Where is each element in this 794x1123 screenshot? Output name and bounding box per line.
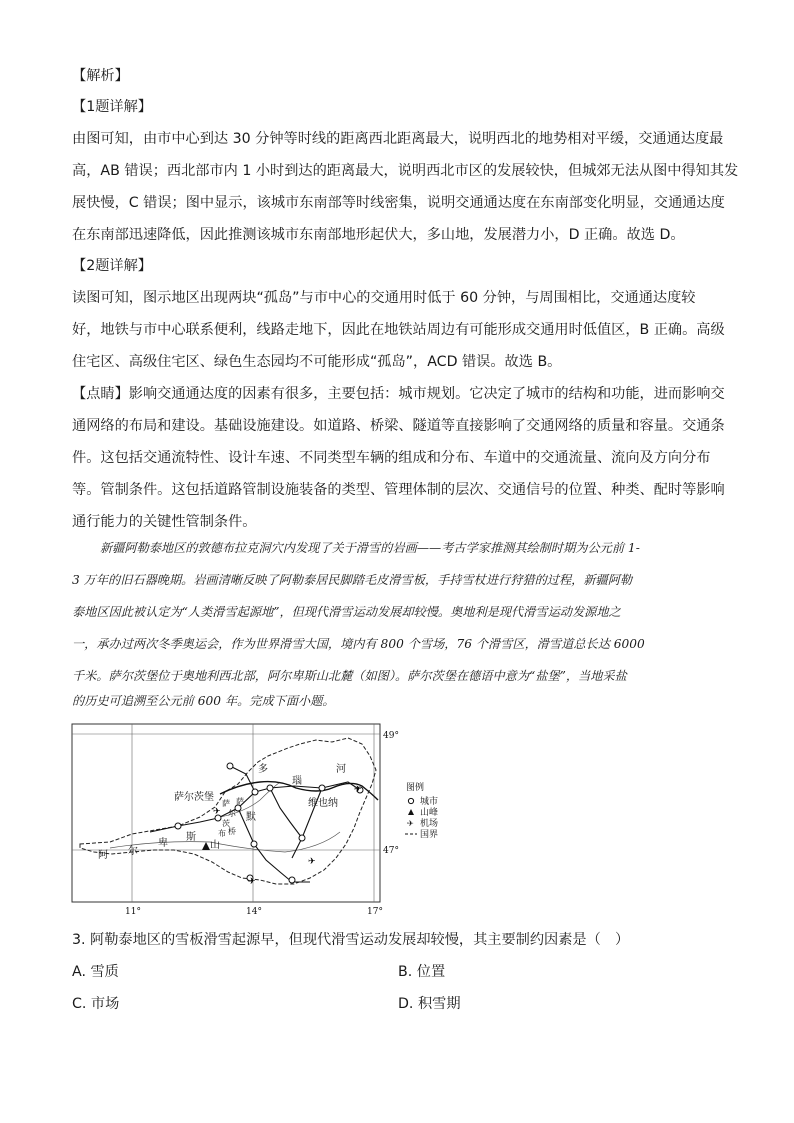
- latitude-label: 49°: [383, 731, 399, 741]
- longitude-label: 11°: [125, 907, 141, 917]
- option-b[interactable]: B. 位置: [398, 964, 446, 980]
- dianjing-line: [72, 384, 724, 404]
- legend-item: 城市: [420, 797, 439, 807]
- map-label-region: 萨: [236, 797, 244, 806]
- longitude-label: 14°: [246, 907, 262, 917]
- dianjing-line: 通行能力的关键性管制条件。: [72, 514, 257, 530]
- map-label-alps: 卑: [158, 838, 168, 849]
- map-label-alps: 尔: [128, 846, 138, 857]
- analysis-header: 【解析】: [72, 68, 129, 84]
- option-c[interactable]: C. 市场: [72, 996, 120, 1012]
- q2-detail-header: 【2题详解】: [72, 258, 152, 274]
- city-icon: [267, 785, 273, 791]
- city-icon: [299, 835, 305, 841]
- passage-line: 的历史可追溯至公元前 600 年。完成下面小题。: [72, 694, 335, 708]
- map-frame: [72, 724, 380, 902]
- transport-line: [270, 788, 302, 838]
- q1-line: 在东南部迅速降低，因此推测该城市东南部地形起伏大，多山地，发展潜力小，D 正确。故选 D。: [72, 227, 685, 243]
- dianjing-line: 通网络的布局和建设。基础设施建设。如道路、桥梁、隧道等直接影响了交通网络的质量和容量。交通条: [72, 418, 725, 434]
- map-legend: [402, 780, 482, 844]
- dianjing-line: 等。管制条件。这包括道路管制设施装备的类型、管理体制的层次、交通信号的位置、种类、配时等影响: [72, 482, 725, 498]
- austria-map: [70, 722, 415, 918]
- legend-title: 图例: [406, 783, 425, 793]
- airport-icon: ✈: [407, 819, 414, 828]
- map-label-river: 河: [336, 764, 346, 775]
- legend-item: 国界: [420, 830, 439, 840]
- map-label-alps: 阿: [98, 850, 108, 861]
- map-label-region: 尔: [228, 809, 236, 818]
- airport-icon: ✈: [354, 785, 362, 795]
- map-label-region: 默: [246, 812, 256, 823]
- latitude-label: 47°: [383, 846, 399, 856]
- passage-line: 千米。萨尔茨堡位于奥地利西北部，阿尔卑斯山北麓（如图）。萨尔茨堡在德语中意为“盐堡”，当地采盐: [72, 669, 627, 683]
- city-icon: [289, 877, 295, 883]
- passage-line: 一，承办过两次冬季奥运会，作为世界滑雪大国，境内有 800 个雪场，76 个滑雪区，滑雪道总长达 6000: [72, 637, 645, 651]
- map-label-salzburg: 萨尔茨堡: [174, 792, 214, 803]
- map-label-region: 茨: [222, 819, 230, 828]
- city-icon: [319, 785, 325, 791]
- option-a[interactable]: A. 雪质: [72, 964, 119, 980]
- city-icon: [227, 763, 233, 769]
- q1-line: 展快慢，C 错误；图中显示，该城市东南部等时线密集，说明交通通达度在东南部变化明显，交通通达度: [72, 195, 725, 211]
- map-label-alps: 山: [210, 840, 220, 851]
- map-label-region: 布: [218, 829, 226, 838]
- q1-line: 由图可知，由市中心到达 30 分钟等时线的距离西北距离最大，说明西北的地势相对平缓，交通通达度最: [72, 131, 724, 147]
- longitude-label: 17°: [367, 907, 383, 917]
- map-label-vienna: 维也纳: [308, 798, 338, 809]
- option-d[interactable]: D. 积雪期: [398, 996, 461, 1012]
- passage-line: 3 万年的旧石器晚期。岩画清晰反映了阿勒泰居民脚踏毛皮滑雪板，手持雪杖进行狩猎的过程，新疆阿勒: [72, 573, 633, 587]
- q2-line: 读图可知，图示地区出现两块“孤岛”与市中心的交通用时低于 60 分钟，与周围相比，交通通达度较: [72, 290, 696, 306]
- map-label-alps: 斯: [186, 832, 196, 843]
- map-label-region: 桥: [228, 827, 236, 836]
- question-stem: 3. 阿勒泰地区的雪板滑雪起源早，但现代滑雪运动发展却较慢，其主要制约因素是（ ）: [72, 932, 630, 948]
- mountain-peak-icon: [408, 809, 414, 815]
- dianjing-line: 件。这包括交通流特性、设计车速、不同类型车辆的组成和分布、车道中的交通流量、流向及方向分布: [72, 450, 711, 466]
- q1-line: 高，AB 错误；西北部市内 1 小时到达的距离最大，说明西北市区的发展较快，但城郊无法从图中得知其发: [72, 163, 739, 179]
- map-label-region: 萨: [222, 799, 230, 808]
- q2-line: 好，地铁与市中心联系便利，线路走地下，因此在地铁站周边有可能形成交通用时低值区，B 正确。高级: [72, 322, 725, 338]
- map-label-river: 瑙: [292, 776, 302, 787]
- map-label-river: 多: [258, 764, 268, 775]
- dianjing-header: 【点睛】: [72, 386, 129, 402]
- city-icon: [252, 789, 258, 795]
- airport-icon: ✈: [213, 807, 221, 817]
- q1-detail-header: 【1题详解】: [72, 99, 152, 115]
- legend-item: 山峰: [420, 808, 439, 818]
- passage-line: 新疆阿勒泰地区的敦德布拉克洞穴内发现了关于滑雪的岩画——考古学家推测其绘制时期为公元前 1-: [100, 541, 640, 555]
- city-icon: [251, 841, 257, 847]
- dianjing-text: 影响交通通达度的因素有很多，主要包括：城市规划。它决定了城市的结构和功能，进而影响交: [128, 386, 725, 402]
- city-icon: [408, 798, 413, 803]
- city-icon: [175, 823, 181, 829]
- airport-icon: ✈: [248, 877, 256, 887]
- airport-icon: ✈: [308, 857, 316, 867]
- q2-line: 住宅区、高级住宅区、绿色生态园均不可能形成“孤岛”，ACD 错误。故选 B。: [72, 354, 562, 370]
- legend-item: 机场: [420, 819, 439, 829]
- mountain-peak-icon: [202, 842, 210, 850]
- passage-line: 泰地区因此被认定为“人类滑雪起源地”，但现代滑雪运动发展却较慢。奥地利是现代滑雪运动发源地之: [72, 605, 621, 619]
